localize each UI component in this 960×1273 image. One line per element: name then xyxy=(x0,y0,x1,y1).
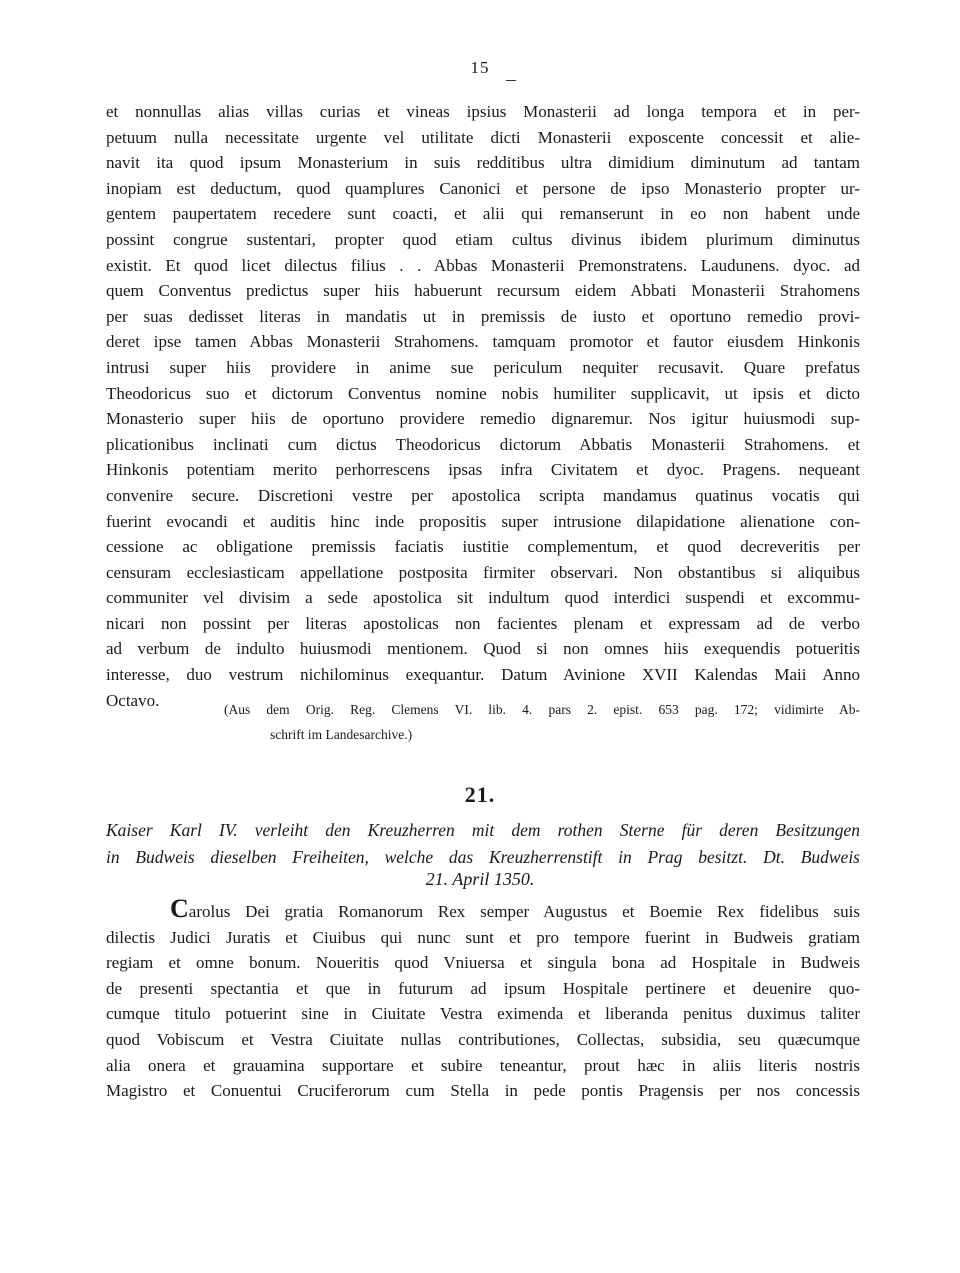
text-line: existit. Et quod licet dilectus filius . . Abbas Monasterii Premonstratens. Laudunens. dyoc. ad xyxy=(106,255,860,275)
text-line-content: arolus Dei gratia Romanorum Rex semper Augustus et Boemie Rex fidelibus suis xyxy=(188,902,860,921)
regest xyxy=(106,817,860,871)
text-line: censuram ecclesiasticam appellatione postposita firmiter observari. Non obstantibus si aliquibus xyxy=(106,562,860,582)
regest-date: 21. April 1350. xyxy=(425,869,535,889)
text-line: inopiam est deductum, quod quamplures Canonici et persone de ipso Monasterio propter ur- xyxy=(106,178,860,198)
text-line-first xyxy=(106,899,860,925)
regest-line: in Budweis dieselben Freiheiten, welche das Kreuzherrenstift in Prag besitzt. Dt. Budweis xyxy=(106,847,860,867)
text-line: quod Vobiscum et Vestra Ciuitate nullas contributiones, Collectas, subsidia, seu quæcumque xyxy=(106,1029,860,1049)
regest-line: Kaiser Karl IV. verleiht den Kreuzherren mit dem rothen Sterne für deren Besitzungen xyxy=(106,820,860,840)
text-line: intrusi super hiis providere in anime sue periculum nequiter recusavit. Quare prefatus xyxy=(106,357,860,377)
text-line: Octavo. xyxy=(106,690,160,710)
text-line: nicari non possint per literas apostolicas non facientes plenam et expressam ad de verbo xyxy=(106,613,860,633)
document-number: 21. xyxy=(464,782,496,807)
text-line: regiam et omne bonum. Noueritis quod Vniuersa et singula bona ad Hospitale in Budweis xyxy=(106,953,860,973)
text-line: interesse, duo vestrum nichilominus exequantur. Datum Avinione XVII Kalendas Maii Anno xyxy=(106,665,860,685)
text-line: possint congrue sustentari, propter quod etiam cultus divinus ibidem plurimum diminutus xyxy=(106,229,860,249)
text-line: Monasterio super hiis de oportuno providere remedio dignaremur. Nos igitur huiusmodi sup- xyxy=(106,409,860,429)
source-note-line: (Aus dem Orig. Reg. Clemens VI. lib. 4. pars 2. epist. 653 pag. 172; vidimirte Ab- xyxy=(224,702,860,717)
text-line: navit ita quod ipsum Monasterium in suis redditibus ultra dimidium diminutum ad tantam xyxy=(106,153,860,173)
drop-cap: C xyxy=(170,899,189,923)
source-note xyxy=(224,697,860,747)
text-line: gentem paupertatem recedere sunt coacti, et alii qui remanserunt in eo non habent unde xyxy=(106,204,860,224)
text-line: deret ipse tamen Abbas Monasterii Strahomens. tamquam promotor et fautor eiusdem Hinkonis xyxy=(106,332,860,352)
text-line: cessione ac obligatione premissis faciatis iustitie complementum, et quod decreveritis per xyxy=(106,537,860,557)
text-line: Hinkonis potentiam merito perhorrescens ipsas infra Civitatem et dyoc. Pragens. nequeant xyxy=(106,460,860,480)
text-line: plicationibus inclinati cum dictus Theodoricus dictorum Abbatis Monasterii Strahomens. et xyxy=(106,434,860,454)
text-line: de presenti spectantia et que in futurum ad ipsum Hospitale pertinere et deuenire quo- xyxy=(106,978,860,998)
text-line: et nonnullas alias villas curias et vineas ipsius Monasterii ad longa tempora et in per- xyxy=(106,102,860,121)
text-line: cumque titulo potuerint sine in Ciuitate Vestra eximenda et liberanda penitus duximus taliter xyxy=(106,1004,860,1024)
text-line: convenire secure. Discretioni vestre per apostolica scripta mandamus quatinus vocatis qui xyxy=(106,485,860,505)
source-note-line: schrift im Landesarchive.) xyxy=(270,727,413,742)
page-number-mark xyxy=(506,80,516,81)
text-line: Magistro et Conuentui Cruciferorum cum Stella in pede pontis Pragensis per nos concessis xyxy=(106,1081,860,1101)
document-21-text xyxy=(106,899,860,1104)
text-line: per suas dedisset literas in mandatis ut in premissis de iusto et oportuno remedio provi- xyxy=(106,306,860,326)
document-20-text xyxy=(106,99,860,713)
text-line: dilectis Judici Juratis et Ciuibus qui nunc sunt et pro tempore fuerint in Budweis gratiam xyxy=(106,927,860,947)
text-line: Theodoricus suo et dictorum Conventus nomine nobis humiliter supplicavit, ut ipsis et dicto xyxy=(106,383,860,403)
text-line: alia onera et grauamina supportare et subire teneantur, prout hæc in aliis literis nostris xyxy=(106,1055,860,1075)
text-line: communiter vel divisim a sede apostolica sit indultum quod interdici suspendi et excommu- xyxy=(106,588,860,608)
page-number: 15 xyxy=(470,58,490,77)
text-line: fuerint evocandi et auditis hinc inde propositis super intrusione dilapidatione alienatione con- xyxy=(106,511,860,531)
text-line: petuum nulla necessitate urgente vel utilitate dicti Monasterii exposcente concessit et alie- xyxy=(106,127,860,147)
text-line: ad verbum de indulto huiusmodi mentionem. Quod si non omnes hiis exequendis potueritis xyxy=(106,639,860,659)
text-line: quem Conventus predictus super hiis habuerunt recursum eidem Abbati Monasterii Strahomens xyxy=(106,281,860,301)
